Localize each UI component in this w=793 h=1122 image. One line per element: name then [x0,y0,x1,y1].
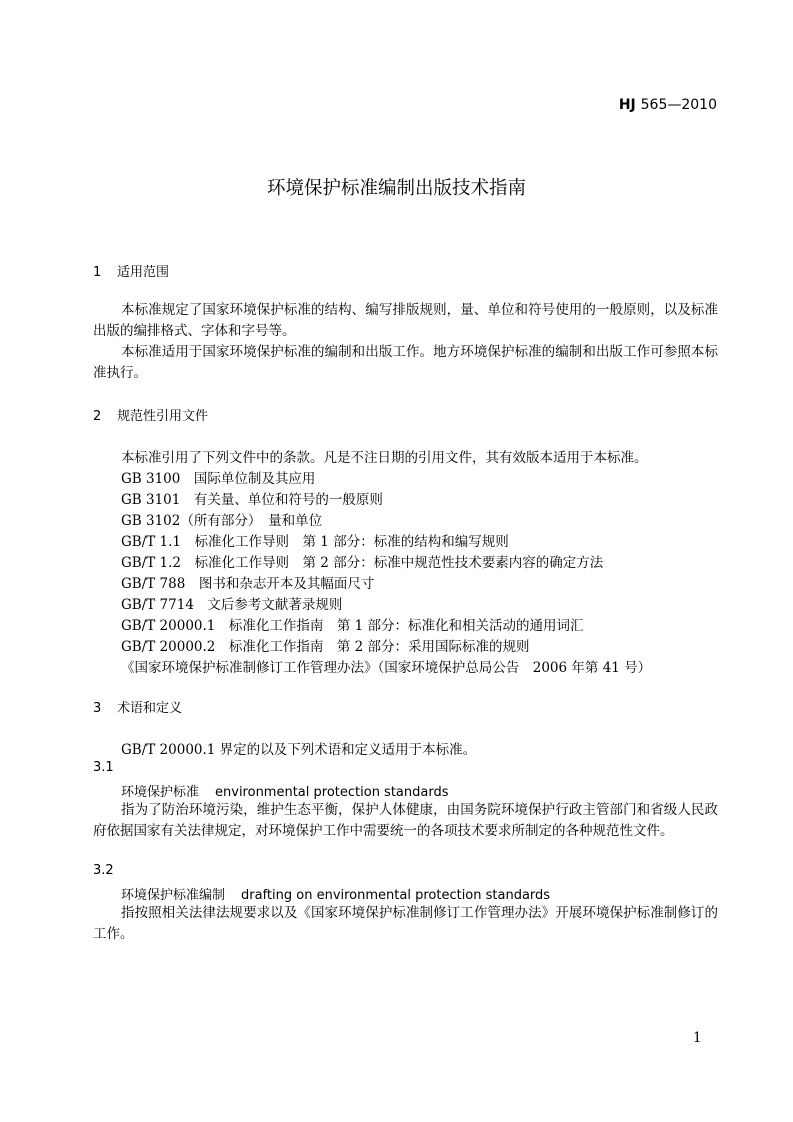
section-3-intro: GB/T 20000.1 界定的以及下列术语和定义适用于本标准。 [121,742,477,758]
reference-item: GB/T 20000.1 标准化工作指南 第 1 部分：标准化和相关活动的通用词汇 [121,618,584,634]
term-number: 3.2 [93,863,114,878]
reference-item: GB 3101 有关量、单位和符号的一般原则 [121,492,383,508]
reference-item: GB 3100 国际单位制及其应用 [121,471,316,487]
term-entry [121,884,550,903]
section-number: 3 [93,701,102,716]
document-title: 环境保护标准编制出版技术指南 [266,178,526,199]
term-number: 3.1 [93,760,114,775]
reference-item: GB 3102（所有部分） 量和单位 [121,513,323,529]
reference-item: 《国家环境保护标准制修订工作管理办法》（国家环境保护总局公告 2006 年第 41 号） [121,660,652,676]
section-1-heading [93,261,169,280]
reference-item: GB/T 788 图书和杂志开本及其幅面尺寸 [121,576,375,592]
section-number: 2 [93,409,102,424]
term-chinese: 环境保护标准 [121,785,200,800]
reference-item: GB/T 1.2 标准化工作导则 第 2 部分：标准中规范性技术要素内容的确定方法 [121,555,604,571]
section-title: 适用范围 [117,265,170,280]
term-english: environmental protection standards [215,785,449,800]
term-english: drafting on environmental protection standards [241,888,551,903]
term-entry [121,781,449,800]
standard-code [619,97,717,113]
term-definition: 指为了防治环境污染，维护生态平衡，保护人体健康，由国务院环境保护行政主管部门和省级人民政府依据国家有关法律规定，对环境保护工作中需要统一的各项技术要求所制定的各种规范性文件。 [93,802,718,839]
term-chinese: 环境保护标准编制 [121,888,226,903]
page-number: 1 [693,1030,702,1046]
section-1-paragraph-2: 本标准适用于国家环境保护标准的编制和出版工作。地方环境保护标准的编制和出版工作可参照本标准执行。 [93,344,718,381]
section-title: 术语和定义 [117,701,183,716]
reference-item: GB/T 7714 文后参考文献著录规则 [121,597,343,613]
section-number: 1 [93,265,102,280]
section-1-paragraph-1: 本标准规定了国家环境保护标准的结构、编写排版规则，量、单位和符号使用的一般原则，以及标准出版的编排格式、字体和字号等。 [93,302,718,339]
section-2-intro: 本标准引用了下列文件中的条款。凡是不注日期的引用文件，其有效版本适用于本标准。 [121,450,648,466]
reference-item: GB/T 20000.2 标准化工作指南 第 2 部分：采用国际标准的规则 [121,639,530,655]
reference-item: GB/T 1.1 标准化工作导则 第 1 部分：标准的结构和编写规则 [121,534,509,550]
section-2-heading [93,405,208,424]
section-3-heading [93,697,182,716]
standard-prefix: HJ [618,97,636,113]
section-title: 规范性引用文件 [117,409,209,424]
standard-number: 565—2010 [640,97,717,113]
term-definition: 指按照相关法律法规要求以及《国家环境保护标准制修订工作管理办法》开展环境保护标准制修订的工作。 [93,905,718,942]
